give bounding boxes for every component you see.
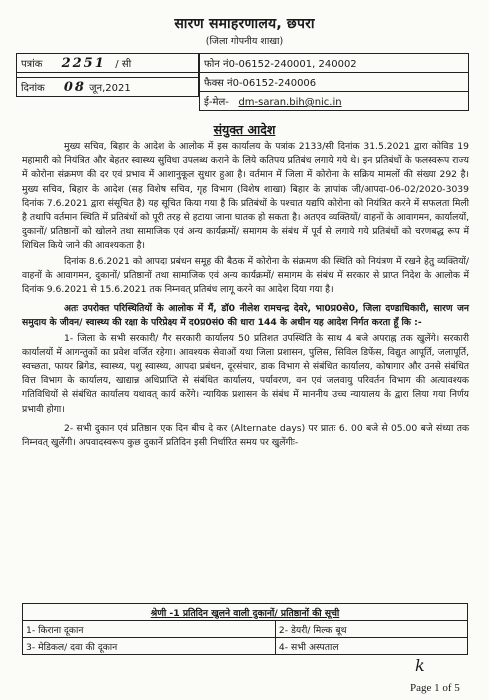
shop-category-table [22,603,468,655]
table-cell: 4- सभी अस्पताल [275,638,467,655]
table-cell: 1- किराना दूकान [23,621,276,638]
initials-mark: k [415,656,425,675]
table-cell: 3- मेडिकल/ दवा की दूकान [23,638,276,655]
contact-box [199,53,469,111]
letter-no-label: पत्रांक [21,58,43,70]
page-number: Page 1 of 5 [410,682,460,694]
letter-no-handwritten: 2251 [61,55,106,71]
date-label: दिनांक [21,82,45,94]
letter-no-suffix: / सी [115,58,132,70]
paragraph-5: 2- सभी दुकान एवं प्रतिष्ठान एक दिन बीच दे कर (Alternate days) पर प्रातः 6. 00 बजे से 05.00 बजे संध्या तक निम्नवत् खुलेंगी। अपवादस्वरूप कुछ दुकानें प्रतिदिन इसी निर्धारित समय पर खुलेंगीः- [22,422,469,449]
paragraph-2: दिनांक 8.6.2021 को आपदा प्रबंधन समूह की बैठक में कोरोना के संक्रमण की स्थिति को नियंत्रण में रखने हेतु व्यक्तियों/ वाहनों के आवागमन, दुकानों/ प्रतिष्ठानों तथा सामाजिक एवं अन्य कार्यक्रमों/ समागम के संबंध में सरकार से प्राप्त निदेश के आलोक में दिनांक 9.6.2021 से 15.6.2021 तक निम्नवत् प्रतिबंध लागू करने का आदेश दिया गया है। [22,255,469,296]
fax-line: फैक्स नं0-06152-240006 [200,73,469,92]
date-day-handwritten: 08 [63,79,86,95]
table-row [23,621,468,638]
phone-line: फोन नं0-06152-240001, 240002 [200,54,469,73]
section-name: (जिला गोपनीय शाखा) [205,36,284,47]
table-row [23,638,468,655]
table-cell: 2- डेयरी/ मिल्क बूथ [275,621,467,638]
email-cell [200,92,469,111]
office-title: सारण समाहरणालय, छपरा [174,16,315,32]
order-body [22,140,469,451]
order-heading: संयुक्त आदेश [213,122,276,137]
email-label: ई-मेल- [204,97,229,108]
paragraph-3: अतः उपरोक्त परिस्थितियों के आलोक में मैं, डॉ0 नीलेश रामचन्द्र देवरे, भा0प्र0से0, जिला दण्डाधिकारी, सारण जन समुदाय के जीवन/ स्वास्थ्य की रक्षा के परिप्रेक्ष्य में द0प्र0सं0 की धारा 144 के अधीन यह आदेश निर्गत करता हूँ कि :- [22,303,469,329]
letter-no-cell [17,54,199,73]
date-cell [17,78,199,97]
table-heading: श्रेणी -1 प्रतिदिन खुलने वाली दुकानों/ प्रतिष्ठानों की सूची [23,604,468,621]
email-address: dm-saran.bih@nic.in [238,97,342,108]
paragraph-4: 1- जिला के सभी सरकारी/ गैर सरकारी कार्यालय 50 प्रतिशत उपस्थिति के साथ 4 बजे अपराह्न तक खुलेंगे। सरकारी कार्यालयों में आगन्तुकों का प्रवेश वर्जित रहेगा। आवश्यक सेवाओं यथा जिला प्रशासन, पुलिस, सिविल डिफेंस, विद्युत आपूर्ति, जलापूर्ति, स्वच्छता, फायर ब्रिगेड, स्वास्थ्य, पशु स्वास्थ्य, आपदा प्रबंधन, दूरसंचार, डाक विभाग से संबंधित कार्यालय, कोषागार और उनसे संबंधित वित्त विभाग के कार्यालय, खाद्यान्न अधिप्राप्ति से संबंधित कार्यालय, पर्यावरण, वन एवं जलवायु परिवर्तन विभाग की अत्यावश्यक गतिविधियों से संबंधित कार्यालय यथावत् कार्य करेंगे। न्यायिक प्रशासन के संबंध में माननीय उच्च न्यायालय के द्वारा लिया गया निर्णय प्रभावी होगा। [22,332,469,415]
letter-ref-box [16,53,199,97]
paragraph-1: मुख्य सचिव, बिहार के आदेश के आलोक में इस कार्यालय के पत्रांक 2133/सी दिनांक 31.5.2021 द्वारा कोविड 19 महामारी को नियंत्रित और बेहतर स्वास्थ्य सुविधा उपलब्ध कराने के लिये कतिपय प्रतिबंध लगाये गये थे। इन प्रतिबंधों के फलस्वरूप राज्य में कोरोना संक्रमण की दर एवं प्रभाव में आशानुकूल सुधार हुआ है। वर्तमान में जिला में कोरोना के सक्रिय मामलों की संख्या 292 है। मुख्य सचिव, बिहार के आदेश (सह विशेष सचिव, गृह विभाग (विशेष शाखा) बिहार के ज्ञापांक जी/आपदा-06-02/2020-3039 दिनांक 7.6.2021 द्वारा संसूचित है) यह सूचित किया गया है कि प्रतिबंधों के पश्चात यद्यपि कोरोना को नियंत्रित करने में सफलता मिली है तथापि वर्तमान स्थिति में प्रतिबंधों को पूरी तरह से हटाया जाना घातक हो सकता है। अतएव व्यक्तियों/ वाहनों के आवागमन, कार्यालयों, दुकानों/ प्रतिष्ठानों को खोलने तथा सामाजिक एवं अन्य कार्यक्रमों/ समागम के संबंध में पूर्व से लगाये गये प्रतिबंधों को चरणबद्ध रूप में शिथिल किये जाने की आवश्यकता है। [22,141,469,252]
date-rest: जून,2021 [89,82,131,94]
